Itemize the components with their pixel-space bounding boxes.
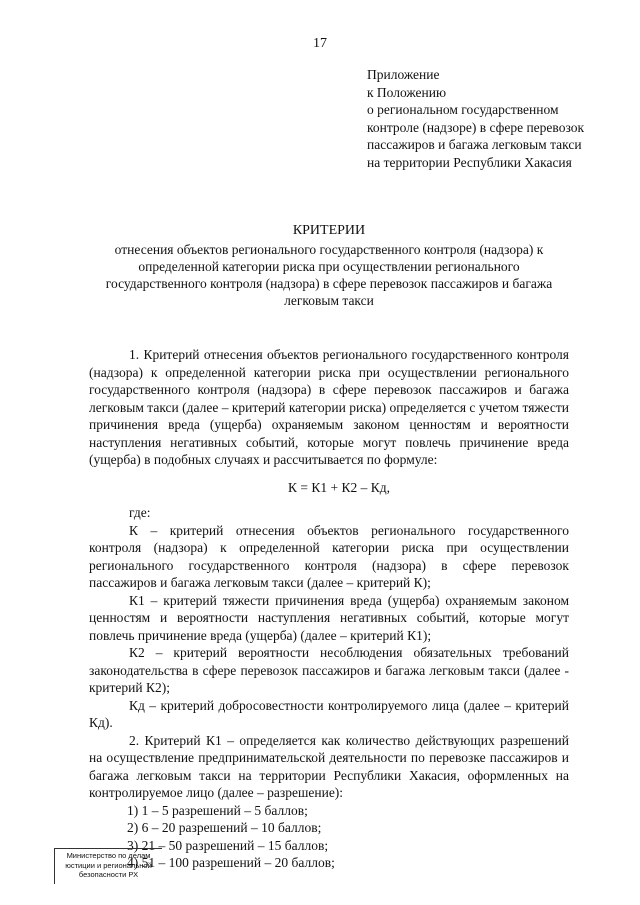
stamp-line: юстиции и региональной [65,860,152,870]
appendix-line: Приложение [367,67,440,82]
definition-k2: К2 – критерий вероятности несоблюдения обязательных требований законодательства в сфере перевозок пассажиров и багажа легковым такси (далее - критерий К2); [89,645,569,695]
list-item: 4) 51 – 100 разрешений – 20 баллов; [127,855,335,870]
appendix-line: к Положению [367,84,447,100]
definition-k1: К1 – критерий тяжести причинения вреда (ущерба) охраняемым законом ценностям и вероятности наступления негативных событий, которые могут повлечь причинение вреда (ущерба) (далее – критерий К1); [89,592,569,643]
title-heading: КРИТЕРИИ [292,223,366,238]
title-subtitle: отнесения объектов регионального государственного контроля (надзора) к определенной категории риска при осуществлении регионального государственного контроля (надзора) в сфере перевозок пассажиров и багажа легковым такси [105,242,553,308]
stamp-line: безопасности РХ [78,870,139,879]
paragraph-1: 1. Критерий отнесения объектов регионального государственного контроля (надзора) к определенной категории риска при осуществлении регионального государственного контроля (надзора) в сфере перевозок пассажиров и багажа легковым такси (далее – критерий категории риска) определяется с учетом тяжести причинения вреда (ущерба) охраняемым законом ценностям и вероятности наступления негативных событий, которые могут повлечь причинение вреда (ущерба) в подобных случаях и рассчитывается по формуле: [89,347,569,467]
stamp-line: Министерство по делам [66,851,151,860]
formula: К = К1 + К2 – Кд, [288,479,390,495]
ministry-stamp [54,848,162,884]
list-item: 3) 21 – 50 разрешений – 15 баллов; [127,837,329,853]
document-title [90,222,568,309]
list-item: 1) 1 – 5 разрешений – 5 баллов; [127,802,308,818]
paragraph-2: 2. Критерий К1 – определяется как количество действующих разрешений на осуществление предпринимательской деятельности по перевозке пассажиров и багажа легковым такси на территории Республики Хакасия, оформленных на контролируемое лицо (далее – разрешение): [89,732,569,800]
list-item: 2) 6 – 20 разрешений – 10 баллов; [127,820,322,835]
appendix-line: о региональном государственном [367,102,559,117]
document-body [89,346,569,872]
appendix-line: контроле (надзоре) в сфере перевозок [367,119,585,135]
definition-kd: Кд – критерий добросовестности контролируемого лица (далее – критерий Кд). [89,697,569,730]
where-label: где: [129,505,151,520]
appendix-line: на территории Республики Хакасия [367,154,572,170]
page-number: 17 [313,36,327,51]
definition-k: К – критерий отнесения объектов регионального государственного контроля (надзора) к определенной категории риска при осуществлении регионального государственного контроля (надзора) в сфере перевозок пассажиров и багажа легковым такси (далее – критерий К); [89,522,569,590]
appendix-block [367,66,627,171]
appendix-line: пассажиров и багажа легковым такси [367,137,582,152]
